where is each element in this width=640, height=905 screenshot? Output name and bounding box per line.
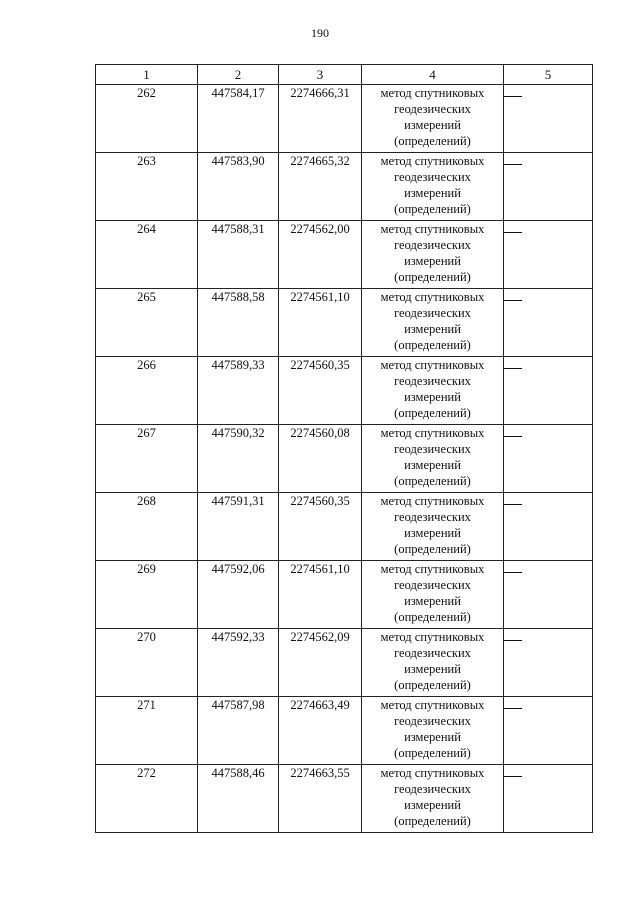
method-line: метод спутниковых	[380, 562, 485, 576]
dash-mark	[504, 436, 522, 437]
x-coordinate-cell: 447590,32	[198, 425, 279, 493]
method-line: геодезических	[394, 442, 471, 456]
method-line: (определений)	[394, 746, 471, 760]
method-line: (определений)	[394, 610, 471, 624]
method-line: метод спутниковых	[380, 766, 485, 780]
table-row	[96, 357, 593, 425]
table-row	[96, 629, 593, 697]
x-coordinate-cell: 447588,46	[198, 765, 279, 833]
method-cell	[362, 85, 504, 153]
x-coordinate-cell: 447588,58	[198, 289, 279, 357]
method-line: измерений	[404, 322, 461, 336]
y-coordinate-cell: 2274663,49	[279, 697, 362, 765]
dash-mark	[504, 232, 522, 233]
method-line: измерений	[404, 798, 461, 812]
method-line: измерений	[404, 254, 461, 268]
table-row	[96, 221, 593, 289]
method-line: (определений)	[394, 814, 471, 828]
method-line: геодезических	[394, 510, 471, 524]
point-number-cell: 262	[96, 85, 198, 153]
point-number-cell: 266	[96, 357, 198, 425]
method-line: метод спутниковых	[380, 698, 485, 712]
point-number-cell: 268	[96, 493, 198, 561]
method-line: измерений	[404, 186, 461, 200]
dash-mark	[504, 504, 522, 505]
method-line: (определений)	[394, 474, 471, 488]
table-row	[96, 153, 593, 221]
dash-mark	[504, 164, 522, 165]
method-line: геодезических	[394, 170, 471, 184]
method-line: геодезических	[394, 374, 471, 388]
method-cell	[362, 221, 504, 289]
x-coordinate-cell: 447592,06	[198, 561, 279, 629]
method-line: геодезических	[394, 238, 471, 252]
method-line: геодезических	[394, 714, 471, 728]
method-line: геодезических	[394, 102, 471, 116]
table-row	[96, 561, 593, 629]
column-5-cell	[504, 765, 593, 833]
method-cell	[362, 153, 504, 221]
method-line: (определений)	[394, 678, 471, 692]
y-coordinate-cell: 2274560,35	[279, 493, 362, 561]
method-line: (определений)	[394, 202, 471, 216]
method-line: метод спутниковых	[380, 86, 485, 100]
column-5-cell	[504, 357, 593, 425]
column-5-cell	[504, 289, 593, 357]
point-number-cell: 270	[96, 629, 198, 697]
method-line: измерений	[404, 390, 461, 404]
column-5-cell	[504, 493, 593, 561]
dash-mark	[504, 368, 522, 369]
method-line: геодезических	[394, 578, 471, 592]
x-coordinate-cell: 447592,33	[198, 629, 279, 697]
method-line: (определений)	[394, 406, 471, 420]
coordinates-table	[95, 64, 593, 833]
point-number-cell: 267	[96, 425, 198, 493]
method-line: геодезических	[394, 306, 471, 320]
column-5-cell	[504, 561, 593, 629]
column-5-cell	[504, 629, 593, 697]
column-5-cell	[504, 425, 593, 493]
method-line: геодезических	[394, 782, 471, 796]
table-row	[96, 697, 593, 765]
x-coordinate-cell: 447587,98	[198, 697, 279, 765]
page-number: 190	[311, 26, 329, 40]
method-cell	[362, 493, 504, 561]
point-number-cell: 264	[96, 221, 198, 289]
table-header	[96, 65, 593, 85]
method-line: (определений)	[394, 542, 471, 556]
y-coordinate-cell: 2274561,10	[279, 289, 362, 357]
method-line: измерений	[404, 594, 461, 608]
method-line: метод спутниковых	[380, 494, 485, 508]
header-col-5: 5	[504, 65, 593, 85]
method-line: (определений)	[394, 338, 471, 352]
method-cell	[362, 425, 504, 493]
table-row	[96, 493, 593, 561]
x-coordinate-cell: 447588,31	[198, 221, 279, 289]
point-number-cell: 265	[96, 289, 198, 357]
column-5-cell	[504, 153, 593, 221]
dash-mark	[504, 96, 522, 97]
dash-mark	[504, 708, 522, 709]
column-5-cell	[504, 85, 593, 153]
column-5-cell	[504, 221, 593, 289]
x-coordinate-cell: 447591,31	[198, 493, 279, 561]
method-cell	[362, 629, 504, 697]
dash-mark	[504, 300, 522, 301]
method-cell	[362, 697, 504, 765]
x-coordinate-cell: 447583,90	[198, 153, 279, 221]
method-line: метод спутниковых	[380, 426, 485, 440]
y-coordinate-cell: 2274561,10	[279, 561, 362, 629]
method-cell	[362, 765, 504, 833]
point-number-cell: 271	[96, 697, 198, 765]
column-5-cell	[504, 697, 593, 765]
method-line: измерений	[404, 526, 461, 540]
x-coordinate-cell: 447589,33	[198, 357, 279, 425]
header-col-1: 1	[96, 65, 198, 85]
method-line: измерений	[404, 118, 461, 132]
dash-mark	[504, 776, 522, 777]
table-row	[96, 85, 593, 153]
header-col-2: 2	[198, 65, 279, 85]
method-line: (определений)	[394, 134, 471, 148]
table-row	[96, 425, 593, 493]
y-coordinate-cell: 2274560,08	[279, 425, 362, 493]
method-line: метод спутниковых	[380, 154, 485, 168]
method-cell	[362, 357, 504, 425]
method-line: измерений	[404, 662, 461, 676]
point-number-cell: 263	[96, 153, 198, 221]
header-col-4: 4	[362, 65, 504, 85]
y-coordinate-cell: 2274665,32	[279, 153, 362, 221]
dash-mark	[504, 572, 522, 573]
method-line: метод спутниковых	[380, 290, 485, 304]
method-line: метод спутниковых	[380, 358, 485, 372]
method-line: (определений)	[394, 270, 471, 284]
y-coordinate-cell: 2274562,09	[279, 629, 362, 697]
point-number-cell: 269	[96, 561, 198, 629]
header-col-3: 3	[279, 65, 362, 85]
dash-mark	[504, 640, 522, 641]
x-coordinate-cell: 447584,17	[198, 85, 279, 153]
y-coordinate-cell: 2274562,00	[279, 221, 362, 289]
method-line: измерений	[404, 458, 461, 472]
table-body	[96, 85, 593, 833]
point-number-cell: 272	[96, 765, 198, 833]
method-line: метод спутниковых	[380, 630, 485, 644]
method-cell	[362, 289, 504, 357]
header-row	[96, 65, 593, 85]
table-row	[96, 289, 593, 357]
table-row	[96, 765, 593, 833]
y-coordinate-cell: 2274560,35	[279, 357, 362, 425]
y-coordinate-cell: 2274666,31	[279, 85, 362, 153]
method-line: геодезических	[394, 646, 471, 660]
method-cell	[362, 561, 504, 629]
method-line: метод спутниковых	[380, 222, 485, 236]
method-line: измерений	[404, 730, 461, 744]
y-coordinate-cell: 2274663,55	[279, 765, 362, 833]
